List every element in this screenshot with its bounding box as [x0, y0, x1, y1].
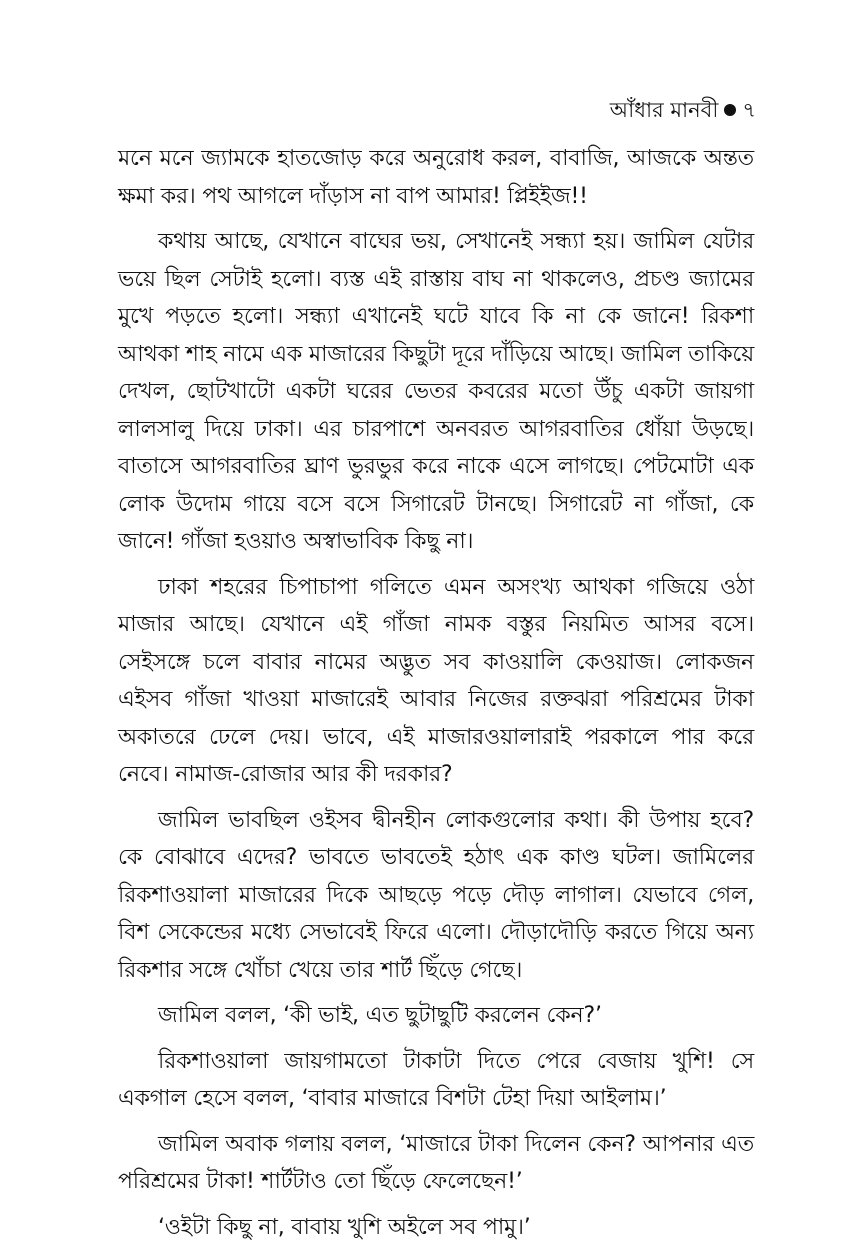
paragraph-continuation: মনে মনে জ্যামকে হাতজোড় করে অনুরোধ করল, বাবাজি, আজকে অন্তত ক্ষমা কর। পথ আগলে দাঁড়াস না বাপ আমার! প্লিইইজ!! — [118, 146, 754, 209]
paragraph: জামিল ভাবছিল ওইসব দ্বীনহীন লোকগুলোর কথা। কী উপায় হবে? কে বোঝাবে এদের? ভাবতে ভাবতেই হঠাৎ এক কাণ্ড ঘটল। জামিলের রিকশাওয়ালা মাজারের দিকে আছড়ে পড়ে দৌড় লাগাল। যেভাবে গেল, বিশ সেকেন্ডের মধ্যে সেভাবেই ফিরে এলো। দৌড়াদৌড়ি করতে গিয়ে অন্য রিকশার সঙ্গে খোঁচা খেয়ে তার শার্ট ছিঁড়ে গেছে। — [118, 807, 754, 983]
running-header — [610, 96, 756, 124]
bullet-dot-icon — [724, 104, 736, 116]
paragraph: কথায় আছে, যেখানে বাঘের ভয়, সেখানেই সন্ধ্যা হয়। জামিল যেটার ভয়ে ছিল সেটাই হলো। ব্যস্ত এই রাস্তায় বাঘ না থাকলেও, প্রচণ্ড জ্যামের মুখে পড়তে হলো। সন্ধ্যা এখানেই ঘটে যাবে কি না কে জানে! রিকশা আথকা শাহ নামে এক মাজারের কিছুটা দূরে দাঁড়িয়ে আছে। জামিল তাকিয়ে দেখল, ছোটখাটো একটা ঘরের ভেতর কবরের মতো উঁচু একটা জায়গা লালসালু দিয়ে ঢাকা। এর চারপাশে অনবরত আগরবাতির ধোঁয়া উড়ছে। বাতাসে আগরবাতির ঘ্রাণ ভুরভুর করে নাকে এসে লাগছে। পেটমোটা এক লোক উদোম গায়ে বসে বসে সিগারেট টানছে। সিগারেট না গাঁজা, কে জানে! গাঁজা হওয়াও অস্বাভাবিক কিছু না। — [118, 229, 754, 554]
dialogue-line: জামিল অবাক গলায় বলল, ‘মাজারে টাকা দিলেন কেন? আপনার এত পরিশ্রমের টাকা! শার্টটাও তো ছিঁড়ে ফেলেছেন!’ — [118, 1131, 754, 1194]
paragraph: ঢাকা শহরের চিপাচাপা গলিতে এমন অসংখ্য আথকা গজিয়ে ওঠা মাজার আছে। যেখানে এই গাঁজা নামক বস্তুর নিয়মিত আসর বসে। সেইসঙ্গে চলে বাবার নামের অদ্ভুত সব কাওয়ালি কেওয়াজ। লোকজন এইসব গাঁজা খাওয়া মাজারেই আবার নিজের রক্তঝরা পরিশ্রমের টাকা অকাতরে ঢেলে দেয়। ভাবে, এই মাজারওয়ালারাই পরকালে পার করে নেবে। নামাজ-রোজার আর কী দরকার? — [118, 574, 754, 787]
page-number: ৭ — [742, 98, 756, 122]
body-text — [118, 140, 754, 1254]
dialogue-line: ‘ওইটা কিছু না, বাবায় খুশি অইলে সব পামু।’ — [158, 1214, 531, 1240]
book-title: আঁধার মানবী — [609, 98, 719, 122]
paragraph: রিকশাওয়ালা জায়গামতো টাকাটা দিতে পেরে বেজায় খুশি! সে একগাল হেসে বলল, ‘বাবার মাজারে বিশটা টেহা দিয়া আইলাম।’ — [118, 1048, 754, 1111]
dialogue-line: জামিল বলল, ‘কী ভাই, এত ছুটাছুটি করলেন কেন?’ — [158, 1003, 602, 1028]
